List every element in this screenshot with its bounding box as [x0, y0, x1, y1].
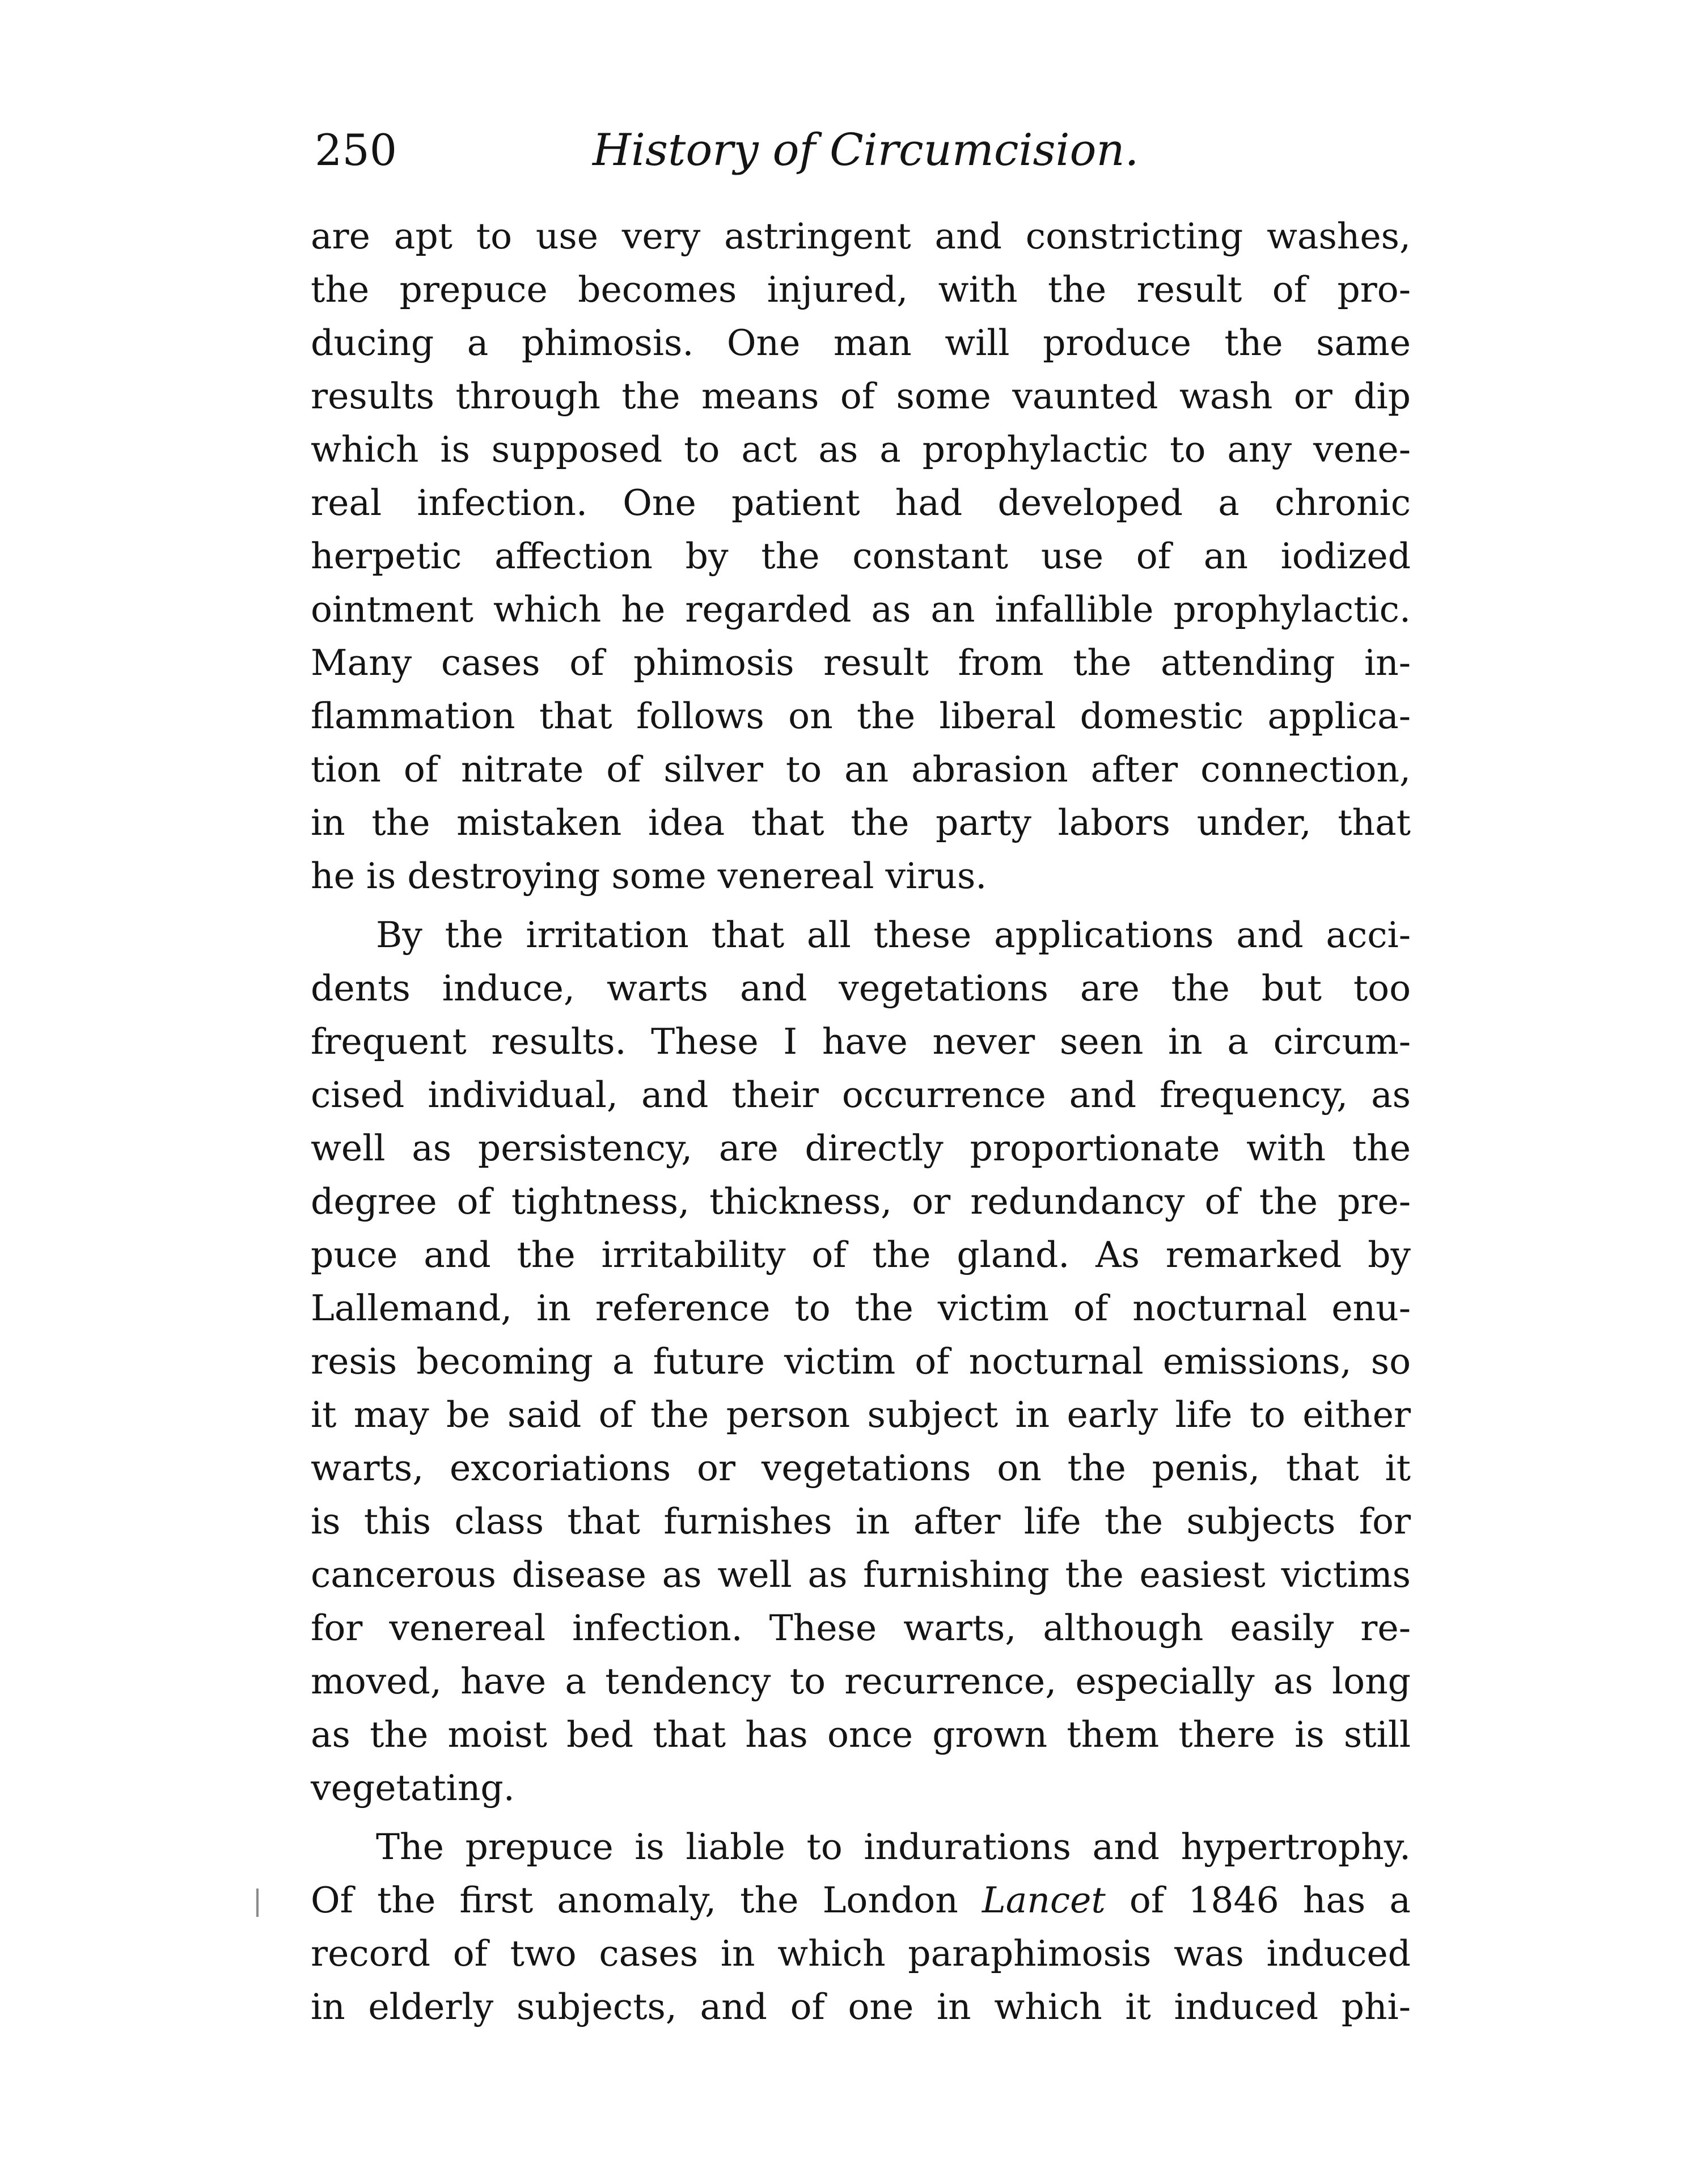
text-line: are apt to use very astringent and constricting washes,	[311, 216, 1411, 257]
page-number: 250	[315, 125, 397, 175]
running-title: History of Circumcision.	[593, 125, 1139, 176]
paragraph-2	[311, 909, 1411, 1815]
text-line: moved, have a tendency to recurrence, especially as long	[311, 1661, 1411, 1702]
text-line: for venereal infection. These warts, although easily re-	[311, 1607, 1411, 1649]
text-line: record of two cases in which paraphimosis was induced	[311, 1933, 1411, 1974]
text-line: in the mistaken idea that the party labors under, that	[311, 802, 1411, 843]
text-line: Lallemand, in reference to the victim of nocturnal enu-	[311, 1287, 1411, 1329]
text-line: it may be said of the person subject in early life to either	[311, 1394, 1411, 1435]
text-line: cised individual, and their occurrence and frequency, as	[311, 1074, 1411, 1116]
text-line: well as persistency, are directly proportionate with the	[311, 1127, 1411, 1169]
text-line: is this class that furnishes in after life the subjects for	[311, 1501, 1411, 1542]
text-line: results through the means of some vaunted wash or dip	[311, 375, 1411, 417]
text-line: in elderly subjects, and of one in which it induced phi-	[311, 1986, 1411, 2027]
text-line: warts, excoriations or vegetations on the penis, that it	[311, 1447, 1411, 1489]
text-line: real infection. One patient had developed a chronic	[311, 482, 1411, 523]
paragraph-1	[311, 210, 1411, 903]
text-line: cancerous disease as well as furnishing the easiest victims	[311, 1554, 1411, 1595]
text-line: the prepuce becomes injured, with the result of pro-	[311, 269, 1411, 310]
text-line: The prepuce is liable to indurations and hypertrophy.	[376, 1826, 1411, 1868]
page-header	[315, 119, 1409, 181]
text-line: dents induce, warts and vegetations are the but too	[311, 968, 1411, 1009]
text-line: tion of nitrate of silver to an abrasion after connection,	[311, 749, 1411, 790]
journal-title: Lancet	[982, 1879, 1106, 1921]
text-line: frequent results. These I have never seen in a circum-	[311, 1021, 1411, 1062]
text-line: resis becoming a future victim of nocturnal emissions, so	[311, 1341, 1411, 1382]
paragraph-3	[311, 1820, 1411, 2034]
text-line: vegetating.	[311, 1767, 515, 1809]
text-line: degree of tightness, thickness, or redundancy of the pre-	[311, 1181, 1411, 1222]
body-text	[311, 210, 1411, 2034]
margin-mark	[256, 1889, 259, 1917]
text-line-lancet	[311, 1874, 1411, 1927]
text-line: he is destroying some venereal virus.	[311, 855, 987, 897]
text-line: herpetic affection by the constant use of an iodized	[311, 535, 1411, 577]
text-line: By the irritation that all these applications and acci-	[376, 914, 1411, 956]
text-fragment: of 1846 has a	[1105, 1879, 1411, 1921]
text-line: as the moist bed that has once grown them there is still	[311, 1714, 1411, 1755]
text-line: flammation that follows on the liberal domestic applica-	[311, 695, 1411, 737]
text-line: which is supposed to act as a prophylactic to any vene-	[311, 429, 1411, 470]
text-line: Many cases of phimosis result from the attending in-	[311, 642, 1411, 683]
text-line: ointment which he regarded as an infallible prophylactic.	[311, 589, 1411, 630]
text-line: ducing a phimosis. One man will produce the same	[311, 322, 1411, 364]
text-line: puce and the irritability of the gland. As remarked by	[311, 1234, 1411, 1275]
text-fragment: Of the first anomaly, the London	[311, 1879, 982, 1921]
